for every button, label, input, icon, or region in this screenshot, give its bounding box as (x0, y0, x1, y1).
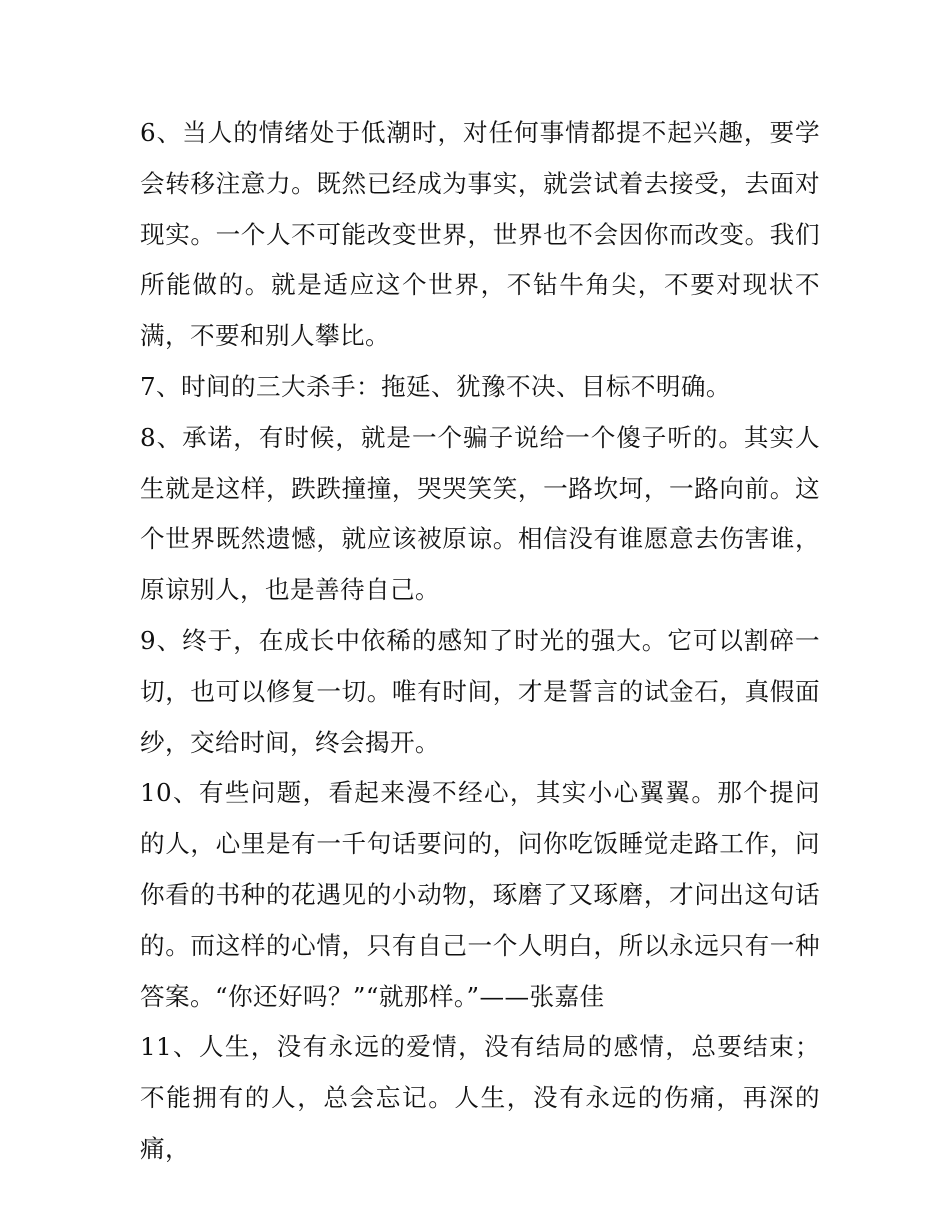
paragraph-7: 7、时间的三大杀手：拖延、犹豫不决、目标不明确。 (140, 371, 731, 401)
paragraph-11: 11、人生，没有永远的爱情，没有结局的感情，总要结束；不能拥有的人，总会忘记。人生，没有永远的伤痛，再深的痛， (140, 1032, 820, 1163)
document-body (140, 108, 820, 1175)
paragraph-8: 8、承诺，有时候，就是一个骗子说给一个傻子听的。其实人生就是这样，跌跌撞撞，哭哭笑笑，一路坎坷，一路向前。这个世界既然遗憾，就应该被原谅。相信没有谁愿意去伤害谁，原谅别人，也是善待自己。 (140, 422, 820, 605)
paragraph-9: 9、终于，在成长中依稀的感知了时光的强大。它可以割碎一切，也可以修复一切。唯有时间，才是誓言的试金石，真假面纱，交给时间，终会揭开。 (140, 625, 820, 757)
paragraph-10: 10、有些问题，看起来漫不经心，其实小心翼翼。那个提问的人，心里是有一千句话要问的，问你吃饭睡觉走路工作，问你看的书种的花遇见的小动物，琢磨了又琢磨，才问出这句话的。而这样的心情，只有自己一个人明白，所以永远只有一种答案。“你还好吗？”“就那样。”——张嘉佳 (140, 778, 820, 1011)
paragraph-6: 6、当人的情绪处于低潮时，对任何事情都提不起兴趣，要学会转移注意力。既然已经成为事实，就尝试着去接受，去面对现实。一个人不可能改变世界，世界也不会因你而改变。我们所能做的。就是适应这个世界，不钻牛角尖，不要对现状不满，不要和别人攀比。 (140, 118, 820, 351)
